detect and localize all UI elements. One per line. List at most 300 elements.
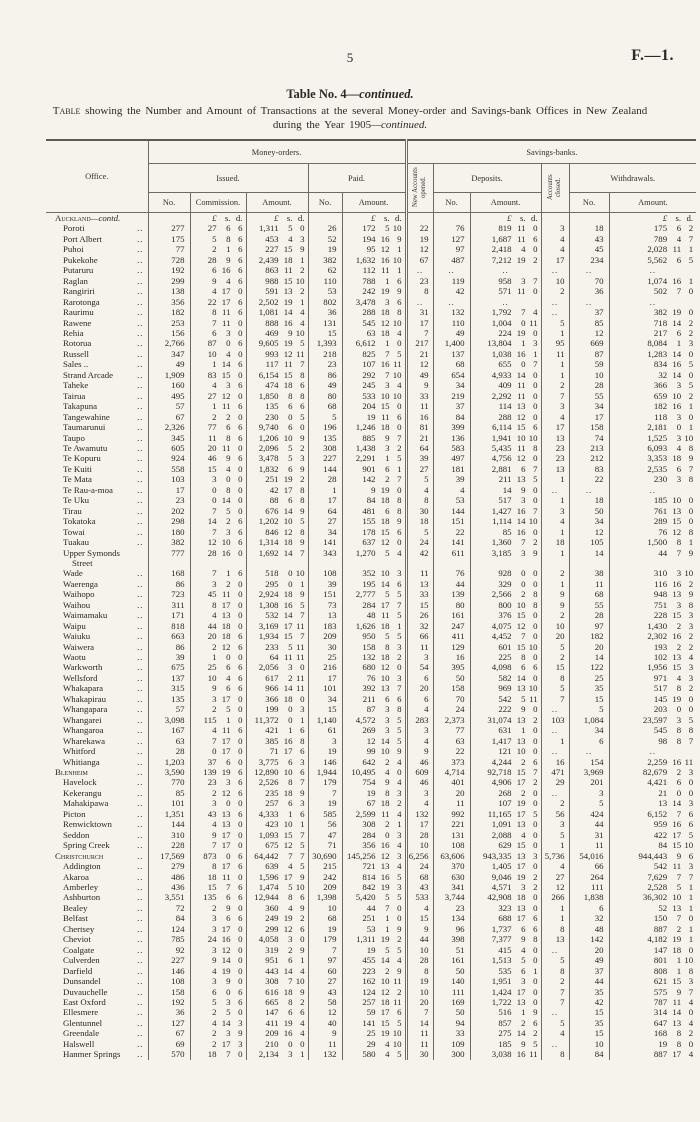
office-cell: Waiwera .. [63, 641, 144, 652]
table-row [46, 913, 696, 923]
deposits-amount: 7,377 9 8 [470, 934, 541, 944]
office-cell: Wade .. [63, 568, 144, 579]
accounts-closed: 7 [541, 391, 569, 401]
withdrawals-amount: 217 6 2 [609, 328, 696, 338]
paid-amount: 211 6 6 [342, 694, 406, 704]
issued-amount: 209 16 4 [246, 1028, 308, 1038]
issued-commission: 7 11 0 [190, 318, 246, 328]
withdrawals-amount: 228 15 3 [609, 610, 696, 620]
paid-amount: 533 10 10 [342, 391, 406, 401]
office-cell: Tokatoka .. [63, 516, 144, 527]
doc-reference: F.—1. [631, 47, 674, 64]
col-header-office: Office. [46, 140, 148, 213]
paid-no: 19 [308, 798, 342, 808]
office-name: Addington [63, 861, 101, 872]
office-name: Seddon [63, 829, 90, 840]
paid-no: 49 [308, 380, 342, 390]
new-accounts-opened: 46 [406, 777, 433, 787]
issued-amount: 951 6 1 [246, 955, 308, 965]
deposits-no: 181 [433, 464, 470, 474]
issued-commission: 2 2 0 [190, 412, 246, 422]
issued-no: 663 [148, 631, 190, 641]
table-row [46, 955, 696, 965]
col-header-savings-banks: Savings-banks. [406, 140, 696, 164]
deposits-amount: 5,435 11 8 [470, 443, 541, 453]
deposits-no [433, 213, 470, 224]
new-accounts-opened: 33 [406, 589, 433, 599]
office-cell: Taupo .. [63, 432, 144, 443]
accounts-closed: 2 [541, 568, 569, 578]
paid-amount: 288 18 8 [342, 307, 406, 317]
deposits-amount: 1,038 16 1 [470, 349, 541, 359]
office-name: Takapuna [63, 401, 98, 412]
office-cell: Wellsford .. [63, 672, 144, 683]
accounts-closed: 5 [541, 318, 569, 328]
office-cell: Te Kopuru .. [63, 453, 144, 464]
accounts-closed: 471 [541, 767, 569, 777]
paid-no: 61 [308, 725, 342, 735]
issued-amount: 966 14 11 [246, 683, 308, 693]
office-cell: Havelock .. [63, 777, 144, 788]
paid-no: 27 [308, 516, 342, 526]
issued-commission: 3 17 0 [190, 694, 246, 704]
withdrawals-amount: 185 10 0 [609, 495, 696, 505]
office-name: Glentunnel [63, 1017, 103, 1028]
paid-amount: 245 3 4 [342, 380, 406, 390]
office-name: Picton [63, 808, 86, 819]
issued-commission: 18 11 0 [190, 872, 246, 882]
accounts-closed: 17 [541, 255, 569, 265]
withdrawals-amount: 150 7 0 [609, 913, 696, 923]
office-name: Raurimu [63, 307, 94, 318]
issued-commission: 3 17 0 [190, 924, 246, 934]
accounts-closed: .. [541, 265, 569, 275]
table-row [46, 495, 696, 505]
new-accounts-opened: 21 [406, 433, 433, 443]
withdrawals-no: 35 [569, 1018, 609, 1028]
accounts-closed: 1 [541, 527, 569, 537]
issued-no: 570 [148, 1049, 190, 1059]
withdrawals-amount: 7,629 7 7 [609, 872, 696, 882]
issued-no: 298 [148, 516, 190, 526]
new-accounts-opened: 19 [406, 234, 433, 244]
paid-amount: 284 17 7 [342, 600, 406, 610]
deposits-amount: 535 6 1 [470, 966, 541, 976]
issued-commission: 9 4 6 [190, 276, 246, 286]
new-accounts-opened: 4 [406, 736, 433, 746]
office-name: Rawene [63, 317, 92, 328]
paid-no: 71 [308, 840, 342, 850]
deposits-amount: 943,335 13 3 [470, 851, 541, 861]
paid-no: 28 [308, 474, 342, 484]
paid-no: 101 [308, 683, 342, 693]
issued-amount: 532 14 7 [246, 610, 308, 620]
office-name: Poroti [63, 223, 85, 234]
withdrawals-no: 42 [569, 997, 609, 1007]
office-name: Te Mata [63, 474, 92, 485]
withdrawals-amount: 82,679 2 3 [609, 767, 696, 777]
issued-no: 182 [148, 307, 190, 317]
deposits-amount: 1,941 10 10 [470, 433, 541, 443]
deposits-amount: 268 2 0 [470, 788, 541, 798]
deposits-amount: 31,074 13 2 [470, 715, 541, 725]
new-accounts-opened: 31 [406, 307, 433, 317]
deposits-amount: 542 5 11 [470, 694, 541, 704]
paid-no: 209 [308, 631, 342, 641]
issued-amount: 2,502 19 1 [246, 297, 308, 307]
table-row [46, 568, 696, 578]
accounts-closed: 4 [541, 861, 569, 871]
paid-no: 179 [308, 777, 342, 787]
issued-amount: 227 15 9 [246, 244, 308, 254]
new-accounts-opened: 14 [406, 1018, 433, 1028]
issued-commission: 4 13 0 [190, 610, 246, 620]
withdrawals-no: 48 [569, 924, 609, 934]
col-header-new-accounts-opened: New Accounts opened. [406, 164, 433, 213]
new-accounts-opened: 8 [406, 495, 433, 505]
issued-commission: 139 19 6 [190, 767, 246, 777]
issued-no: 347 [148, 349, 190, 359]
paid-amount: 1,311 19 2 [342, 934, 406, 944]
withdrawals-no: 44 [569, 819, 609, 829]
accounts-closed: 2 [541, 976, 569, 986]
issued-no: 777 [148, 548, 190, 569]
withdrawals-no: 66 [569, 861, 609, 871]
table-row [46, 276, 696, 286]
new-accounts-opened: 17 [406, 318, 433, 328]
paid-amount: 87 3 8 [342, 704, 406, 714]
paid-no: 15 [308, 328, 342, 338]
issued-commission: 1 0 0 [190, 652, 246, 662]
deposits-amount: 1,405 17 0 [470, 861, 541, 871]
paid-no: 25 [308, 652, 342, 662]
accounts-closed: 9 [541, 600, 569, 610]
issued-no: 818 [148, 621, 190, 631]
paid-amount: 2,291 1 5 [342, 453, 406, 463]
withdrawals-amount: 168 8 2 [609, 1028, 696, 1038]
new-accounts-opened: 22 [406, 223, 433, 233]
issued-amount: 4,058 3 0 [246, 934, 308, 944]
accounts-closed: 9 [541, 589, 569, 599]
paid-amount: 257 18 11 [342, 997, 406, 1007]
new-accounts-opened: .. [406, 265, 433, 275]
withdrawals-no: 25 [569, 673, 609, 683]
accounts-closed: .. [541, 725, 569, 735]
issued-commission: 873 0 6 [190, 851, 246, 861]
accounts-closed: 1 [541, 370, 569, 380]
deposits-no: 137 [433, 349, 470, 359]
office-cell: Whangaroa .. [63, 725, 144, 736]
issued-commission: 6 0 6 [190, 987, 246, 997]
withdrawals-amount: 808 1 8 [609, 966, 696, 976]
table-row [46, 746, 696, 756]
deposits-amount: 928 0 0 [470, 568, 541, 578]
withdrawals-amount: 98 8 7 [609, 736, 696, 746]
paid-no: 10 [308, 903, 342, 913]
office-cell: Poroti .. [63, 223, 144, 234]
deposits-no: 341 [433, 882, 470, 892]
office-cell: Blenheim .. [55, 767, 144, 778]
issued-amount: 64,442 7 7 [246, 851, 308, 861]
new-accounts-opened: 15 [406, 600, 433, 610]
issued-no: 3,551 [148, 892, 190, 902]
office-name: Coalgate [63, 944, 95, 955]
table-row [46, 662, 696, 672]
office-name: Warkworth [63, 662, 103, 673]
withdrawals-no: 14 [569, 548, 609, 569]
paid-no: 308 [308, 443, 342, 453]
issued-no: 108 [148, 976, 190, 986]
col-header-deposits: Deposits. [433, 164, 541, 193]
office-name: Whangarei [63, 714, 102, 725]
issued-amount: 199 0 3 [246, 704, 308, 714]
withdrawals-amount: 203 0 0 [609, 704, 696, 714]
withdrawals-no: 5 [569, 798, 609, 808]
deposits-amount: 323 13 0 [470, 903, 541, 913]
withdrawals-no: 50 [569, 506, 609, 516]
table-row [46, 255, 696, 265]
paid-no: 179 [308, 934, 342, 944]
issued-amount: 1,596 17 9 [246, 872, 308, 882]
issued-no: 158 [148, 987, 190, 997]
table-row [46, 422, 696, 432]
paid-amount: 356 16 4 [342, 840, 406, 850]
issued-commission: 22 17 6 [190, 297, 246, 307]
paid-amount: 162 10 11 [342, 976, 406, 986]
withdrawals-no: 15 [569, 1028, 609, 1038]
new-accounts-opened: 32 [406, 621, 433, 631]
page-number: 5 [346, 50, 354, 65]
deposits-amount: 1,722 13 0 [470, 997, 541, 1007]
issued-no: 146 [148, 966, 190, 976]
accounts-closed: 1 [541, 579, 569, 589]
issued-no: 315 [148, 683, 190, 693]
office-cell: Strand Arcade .. [63, 369, 144, 380]
withdrawals-no: 35 [569, 987, 609, 997]
withdrawals-no: 10 [569, 1039, 609, 1049]
paid-amount: 141 15 5 [342, 1018, 406, 1028]
new-accounts-opened: 30 [406, 1049, 433, 1059]
withdrawals-no: 122 [569, 662, 609, 672]
issued-amount: 518 0 10 [246, 568, 308, 578]
issued-no: 84 [148, 913, 190, 923]
table-row [46, 297, 696, 307]
deposits-amount: 655 0 7 [470, 359, 541, 369]
issued-no: 67 [148, 1028, 190, 1038]
issued-amount: 71 17 6 [246, 746, 308, 756]
issued-commission: 2 1 6 [190, 244, 246, 254]
office-name: Rarotonga [63, 296, 100, 307]
issued-amount: 235 18 9 [246, 788, 308, 798]
paid-amount: 2,777 5 5 [342, 589, 406, 599]
deposits-amount: 4,452 7 0 [470, 631, 541, 641]
issued-no: 63 [148, 736, 190, 746]
issued-commission: 9 17 0 [190, 830, 246, 840]
issued-amount: 210 0 0 [246, 1039, 308, 1049]
issued-no: 785 [148, 934, 190, 944]
accounts-closed: 8 [541, 924, 569, 934]
paid-amount: 721 13 4 [342, 861, 406, 871]
withdrawals-amount: 542 11 3 [609, 861, 696, 871]
issued-no: 23 [148, 495, 190, 505]
paid-amount: 1,246 18 0 [342, 422, 406, 432]
group-office-row [46, 851, 696, 861]
accounts-closed: 4 [541, 1028, 569, 1038]
issued-amount: 1,934 15 7 [246, 631, 308, 641]
deposits-amount: 582 14 0 [470, 673, 541, 683]
withdrawals-no: 14 [569, 652, 609, 662]
issued-amount: 1,850 8 8 [246, 391, 308, 401]
paid-no: 34 [308, 527, 342, 537]
withdrawals-amount: .. [609, 297, 696, 307]
issued-commission: 0 8 0 [190, 485, 246, 495]
issued-no: 101 [148, 798, 190, 808]
office-name: Strand Arcade [63, 369, 114, 380]
office-name: Belfast [63, 913, 88, 924]
deposits-no: 50 [433, 1007, 470, 1017]
table-row [46, 840, 696, 850]
issued-amount: 665 8 2 [246, 997, 308, 1007]
paid-amount: 308 2 1 [342, 819, 406, 829]
col-header-deposits-no: No. [433, 193, 470, 213]
office-name: Waihou [63, 599, 91, 610]
paid-no: 1,944 [308, 767, 342, 777]
issued-no [148, 213, 190, 224]
paid-amount: 95 12 1 [342, 244, 406, 254]
withdrawals-amount: 2,535 6 7 [609, 464, 696, 474]
issued-commission: 2 3 9 [190, 1028, 246, 1038]
issued-no: 253 [148, 318, 190, 328]
table-row [46, 286, 696, 296]
issued-amount: 12,890 10 6 [246, 767, 308, 777]
office-name: Putaruru [63, 265, 94, 276]
paid-amount: 59 17 6 [342, 1007, 406, 1017]
caption-body: showing the Number and Amount of Transactions at the several Money-order and Savings-bank Offices in New Zealand during the Year 1905 [80, 105, 648, 132]
withdrawals-amount: 545 8 8 [609, 725, 696, 735]
office-name: Wharekawa [63, 735, 105, 746]
paid-amount: 76 10 3 [342, 673, 406, 683]
withdrawals-amount: 944,443 9 6 [609, 851, 696, 861]
office-name: Taheke [63, 380, 89, 391]
paid-amount: 901 6 1 [342, 464, 406, 474]
table-row [46, 715, 696, 725]
issued-no: 57 [148, 401, 190, 411]
col-header-money-orders: Money-orders. [148, 140, 406, 164]
col-header-paid-amount: Amount. [342, 193, 406, 213]
issued-commission: 46 9 6 [190, 453, 246, 463]
accounts-closed: 1 [541, 903, 569, 913]
withdrawals-no: .. [569, 265, 609, 275]
office-cell: Renwicktown .. [63, 819, 144, 830]
office-name: Taumarunui [63, 422, 106, 433]
deposits-no: 68 [433, 359, 470, 369]
issued-commission: 3 0 0 [190, 798, 246, 808]
paid-amount: 269 3 5 [342, 725, 406, 735]
paid-amount: 12 14 5 [342, 736, 406, 746]
paid-no: 196 [308, 422, 342, 432]
withdrawals-no: 28 [569, 380, 609, 390]
deposits-amount: 85 16 0 [470, 527, 541, 537]
deposits-no: 111 [433, 987, 470, 997]
new-accounts-opened: 54 [406, 662, 433, 672]
table-row [46, 924, 696, 934]
withdrawals-no: 11 [569, 840, 609, 850]
withdrawals-amount: 2,302 16 2 [609, 631, 696, 641]
office-cell: Te Awamutu .. [63, 442, 144, 453]
deposits-amount: .. [470, 265, 541, 275]
deposits-no: 583 [433, 443, 470, 453]
withdrawals-no: 15 [569, 1007, 609, 1017]
office-name: Towai [63, 526, 85, 537]
paid-no: 131 [308, 318, 342, 328]
table-row [46, 830, 696, 840]
deposits-no: 34 [433, 380, 470, 390]
deposits-amount: 1,424 17 0 [470, 987, 541, 997]
paid-no: 135 [308, 433, 342, 443]
issued-commission: 3 9 0 [190, 976, 246, 986]
issued-commission: 28 16 0 [190, 548, 246, 569]
col-header-withdrawals-amount: Amount. [609, 193, 696, 213]
withdrawals-no: 83 [569, 464, 609, 474]
paid-amount: 99 10 9 [342, 746, 406, 756]
office-name: Waihopo [63, 589, 95, 600]
deposits-no: 399 [433, 422, 470, 432]
withdrawals-amount: 1,956 15 3 [609, 662, 696, 672]
office-cell: Towai .. [63, 526, 144, 537]
issued-commission: 7 17 0 [190, 736, 246, 746]
issued-no: 228 [148, 840, 190, 850]
paid-amount: 580 4 5 [342, 1049, 406, 1059]
col-header-deposits-amount: Amount. [470, 193, 541, 213]
withdrawals-amount: 3,353 18 9 [609, 453, 696, 463]
paid-no: 144 [308, 464, 342, 474]
office-cell: Puhoi .. [63, 244, 144, 255]
paid-amount: 195 14 6 [342, 579, 406, 589]
table-row [46, 1039, 696, 1049]
accounts-closed: 8 [541, 673, 569, 683]
withdrawals-amount: 2,528 5 1 [609, 882, 696, 892]
paid-no: 60 [308, 966, 342, 976]
paid-no: 52 [308, 234, 342, 244]
deposits-no: 22 [433, 527, 470, 537]
office-cell: Taumarunui .. [63, 422, 144, 433]
office-name: Tangewahine [63, 411, 110, 422]
accounts-closed: 5 [541, 955, 569, 965]
withdrawals-no: 212 [569, 453, 609, 463]
paid-no: 56 [308, 819, 342, 829]
issued-commission: 15 4 0 [190, 464, 246, 474]
issued-no: 67 [148, 412, 190, 422]
new-accounts-opened: 10 [406, 840, 433, 850]
deposits-no: 4,714 [433, 767, 470, 777]
issued-commission: 5 8 6 [190, 234, 246, 244]
office-cell: Waihou .. [63, 599, 144, 610]
withdrawals-amount: .. [609, 485, 696, 495]
withdrawals-no: 87 [569, 349, 609, 359]
issued-amount: 675 12 5 [246, 840, 308, 850]
paid-amount: 2,599 11 4 [342, 809, 406, 819]
deposits-no: 497 [433, 453, 470, 463]
deposits-no: 20 [433, 788, 470, 798]
issued-commission: 8 11 6 [190, 307, 246, 317]
office-cell: Whakapara .. [63, 683, 144, 694]
issued-no: 49 [148, 359, 190, 369]
accounts-closed: 8 [541, 1049, 569, 1059]
accounts-closed: 12 [541, 882, 569, 892]
office-name: Te Kopuru [63, 453, 101, 464]
office-cell: Whitford .. [63, 746, 144, 757]
withdrawals-amount: 718 14 2 [609, 318, 696, 328]
